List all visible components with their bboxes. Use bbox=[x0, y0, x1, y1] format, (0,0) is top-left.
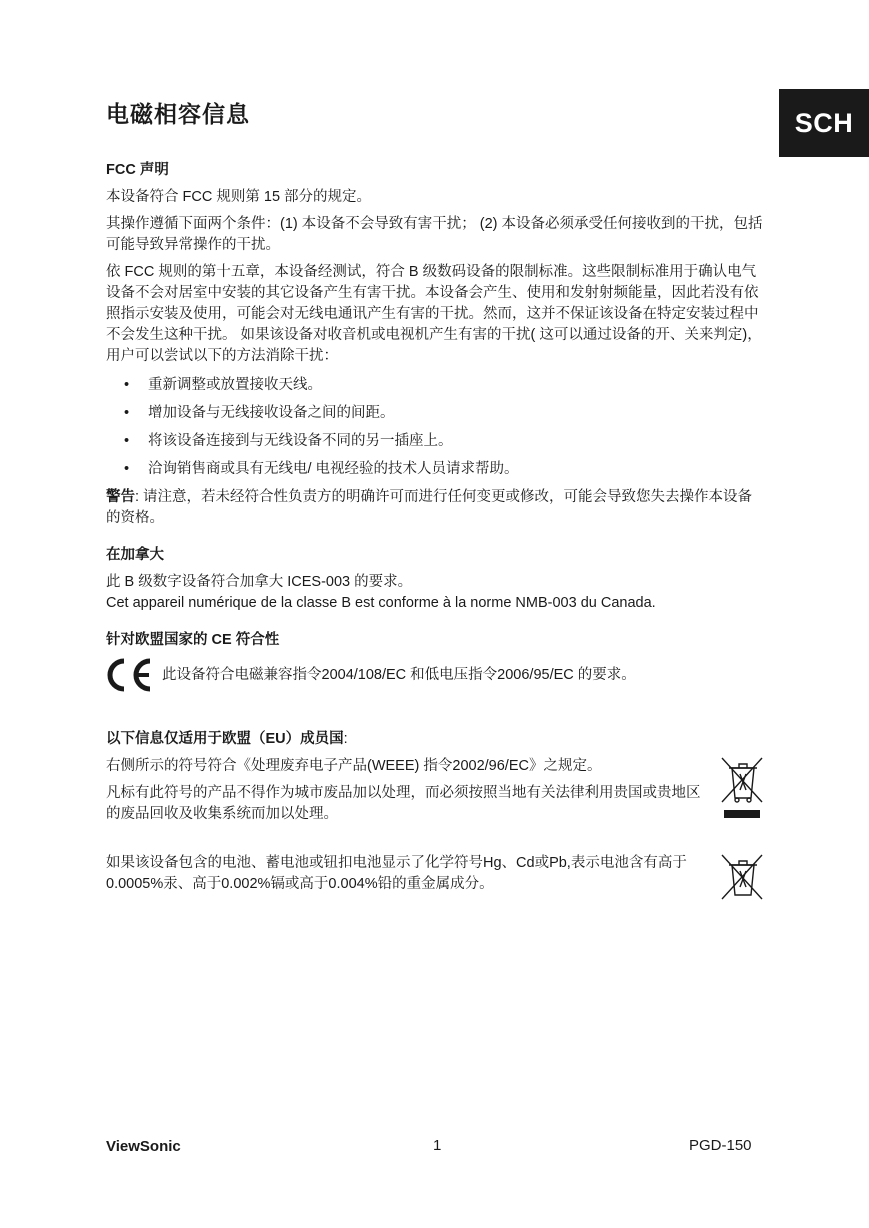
eu-heading: 以下信息仅适用于欧盟（EU）成员国: bbox=[106, 731, 348, 747]
battery-section bbox=[106, 853, 766, 901]
bullet-icon: • bbox=[124, 405, 130, 421]
battery-crossed-bin-icon bbox=[720, 853, 766, 901]
ce-heading: 针对欧盟国家的 CE 符合性 bbox=[106, 632, 280, 648]
page-title: 电磁相容信息 bbox=[106, 101, 250, 127]
fcc-warning bbox=[106, 487, 766, 529]
canada-line-1: 此 B 级数字设备符合加拿大 ICES-003 的要求。 bbox=[106, 574, 413, 590]
footer-page-number: 1 bbox=[433, 1137, 442, 1154]
ce-statement bbox=[104, 657, 766, 693]
fcc-paragraph-3: 依 FCC 规则的第十五章，本设备经测试，符合 B 级数码设备的限制标准。这些限制标准用于确认电气设备不会对居室中安装的其它设备产生有害干扰。本设备会产生、使用和发射射频能量，因此若没有依照指示安装及使用，可能会对无线电通讯产生有害的干扰。然而，这并不保证该设备在特定安装过程中不会发生这种干扰。 如果该设备对收音机或电视机产生有害的干扰( 这可以通过设备的开、关来判定)，用户可以尝试以下的方法消除干扰： bbox=[106, 264, 762, 364]
fcc-paragraph-2: 其操作遵循下面两个条件：(1) 本设备不会导致有害干扰； (2) 本设备必须承受任何接收到的干扰，包括可能导致异常操作的干扰。 bbox=[106, 216, 763, 253]
footer-brand: ViewSonic bbox=[106, 1138, 181, 1155]
list-item: • 重新调整或放置接收天线。 bbox=[124, 375, 766, 396]
warning-text: : 请注意，若未经符合性负责方的明确许可而进行任何变更或修改，可能会导致您失去操作本设备的资格。 bbox=[106, 489, 753, 526]
bullet-icon: • bbox=[124, 433, 130, 449]
canada-line-2: Cet appareil numérique de la classe B est conforme à la norme NMB-003 du Canada. bbox=[106, 595, 656, 611]
weee-paragraph-1: 右侧所示的符号符合《处理废弃电子产品(WEEE) 指令2002/96/EC》之规定。 bbox=[106, 758, 602, 774]
ce-text: 此设备符合电磁兼容指令2004/108/EC 和低电压指令2006/95/EC 的要求。 bbox=[162, 666, 636, 683]
canada-heading: 在加拿大 bbox=[106, 547, 164, 563]
weee-section bbox=[106, 756, 766, 831]
weee-paragraph-2: 凡标有此符号的产品不得作为城市废品加以处理，而必须按照当地有关法律利用贵国或贵地区的废品回收及收集系统而加以处理。 bbox=[106, 785, 701, 822]
list-item: • 增加设备与无线接收设备之间的间距。 bbox=[124, 403, 766, 424]
weee-crossed-bin-icon bbox=[720, 756, 766, 824]
fcc-paragraph-1: 本设备符合 FCC 规则第 15 部分的规定。 bbox=[106, 189, 372, 205]
document-body bbox=[106, 98, 766, 901]
list-item: • 洽询销售商或具有无线电/ 电视经验的技术人员请求帮助。 bbox=[124, 459, 766, 480]
fcc-remedy-list bbox=[106, 375, 766, 480]
fcc-heading: FCC 声明 bbox=[106, 162, 169, 178]
list-item: • 将该设备连接到与无线设备不同的另一插座上。 bbox=[124, 431, 766, 452]
ce-mark-icon bbox=[104, 657, 154, 693]
warning-label: 警告 bbox=[106, 489, 135, 505]
bullet-icon: • bbox=[124, 377, 130, 393]
footer-model: PGD-150 bbox=[689, 1137, 752, 1154]
language-tab: SCH bbox=[779, 89, 869, 157]
battery-paragraph: 如果该设备包含的电池、蓄电池或钮扣电池显示了化学符号Hg、Cd或Pb,表示电池含有高于0.0005%汞、高于0.002%镉或高于0.004%铅的重金属成分。 bbox=[106, 855, 687, 892]
bullet-icon: • bbox=[124, 461, 130, 477]
